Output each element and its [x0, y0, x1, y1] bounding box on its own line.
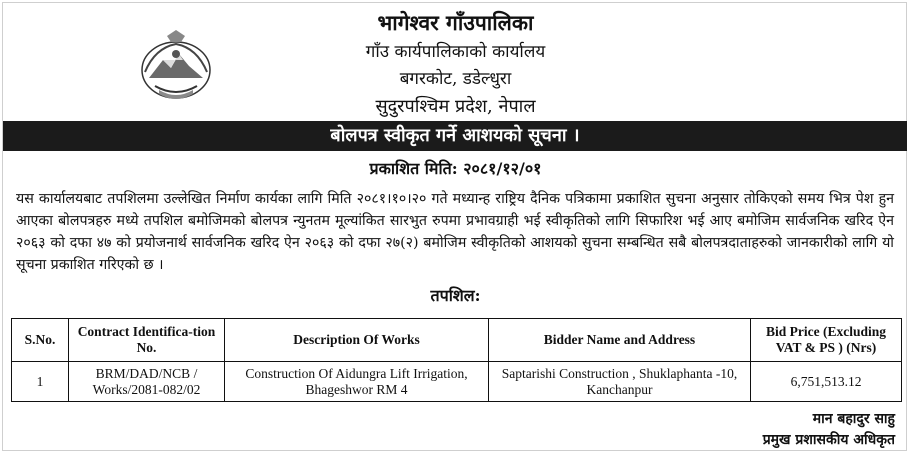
- office-name: गाँउ कार्यपालिकाको कार्यालय: [365, 42, 546, 62]
- signatory-name: मान बहादुर साहु: [812, 411, 895, 427]
- table-row: [12, 362, 902, 402]
- col-header-bidder: Bidder Name and Address: [489, 319, 751, 362]
- notice-body: यस कार्यालयबाट तपशिलमा उल्लेखित निर्माण कार्यका लागि मिति २०८१।१०।२० गते मध्यान्ह राष्ट्रिय दैनिक पत्रिकामा प्रकाशित सुचना अनुसार तोकिएको समय भित्र पेश हुन आएका बोलपत्रहरु मध्ये तपशिल बमोजिमको बोलपत्र न्युनतम मूल्यांकित सारभुत रुपमा प्रभावग्राही भई स्वीकृतिको लागि सिफारिश भई आए बमोजिम सार्वजनिक खरिद ऐन २०६३ को दफा ४७ को प्रयोजनार्थ सार्वजनिक खरिद ऐन २०६३ को दफा २७(२) बमोजिम स्वीकृतिको आशयको सुचना सम्बन्धित सबै बोलपत्रदाताहरुको जानकारीको लागि यो सूचना प्रकाशित गरिएको छ ।: [16, 191, 894, 273]
- col-header-description: Description Of Works: [225, 319, 489, 362]
- published-date: प्रकाशित मिति: २०८१/१२/०१: [369, 159, 542, 178]
- signatory-title: प्रमुख प्रशासकीय अधिकृत: [762, 432, 895, 448]
- table-header-row: [12, 319, 902, 362]
- cell-bid-price: 6,751,513.12: [751, 362, 902, 402]
- notice-title-banner: बोलपत्र स्वीकृत गर्ने आशयको सूचना ।: [3, 121, 907, 151]
- details-label: तपशिल:: [430, 286, 481, 305]
- province-country: सुदुरपश्चिम प्रदेश, नेपाल: [375, 96, 536, 117]
- col-header-bid-price: Bid Price (Excluding VAT & PS ) (Nrs): [751, 319, 902, 362]
- cell-bidder: Saptarishi Construction , Shuklaphanta -10, Kanchanpur: [489, 362, 751, 402]
- cell-sno: 1: [12, 362, 69, 402]
- col-header-contract-id: Contract Identifica-tion No.: [69, 319, 225, 362]
- col-header-sno: S.No.: [12, 319, 69, 362]
- cell-contract-id: BRM/DAD/NCB / Works/2081-082/02: [69, 362, 225, 402]
- municipality-name: भागेश्वर गाँउपालिका: [377, 10, 534, 35]
- cell-description: Construction Of Aidungra Lift Irrigation, Bhageshwor RM 4: [225, 362, 489, 402]
- bid-table: [11, 318, 902, 402]
- office-location: बगरकोट, डडेल्धुरा: [399, 69, 512, 89]
